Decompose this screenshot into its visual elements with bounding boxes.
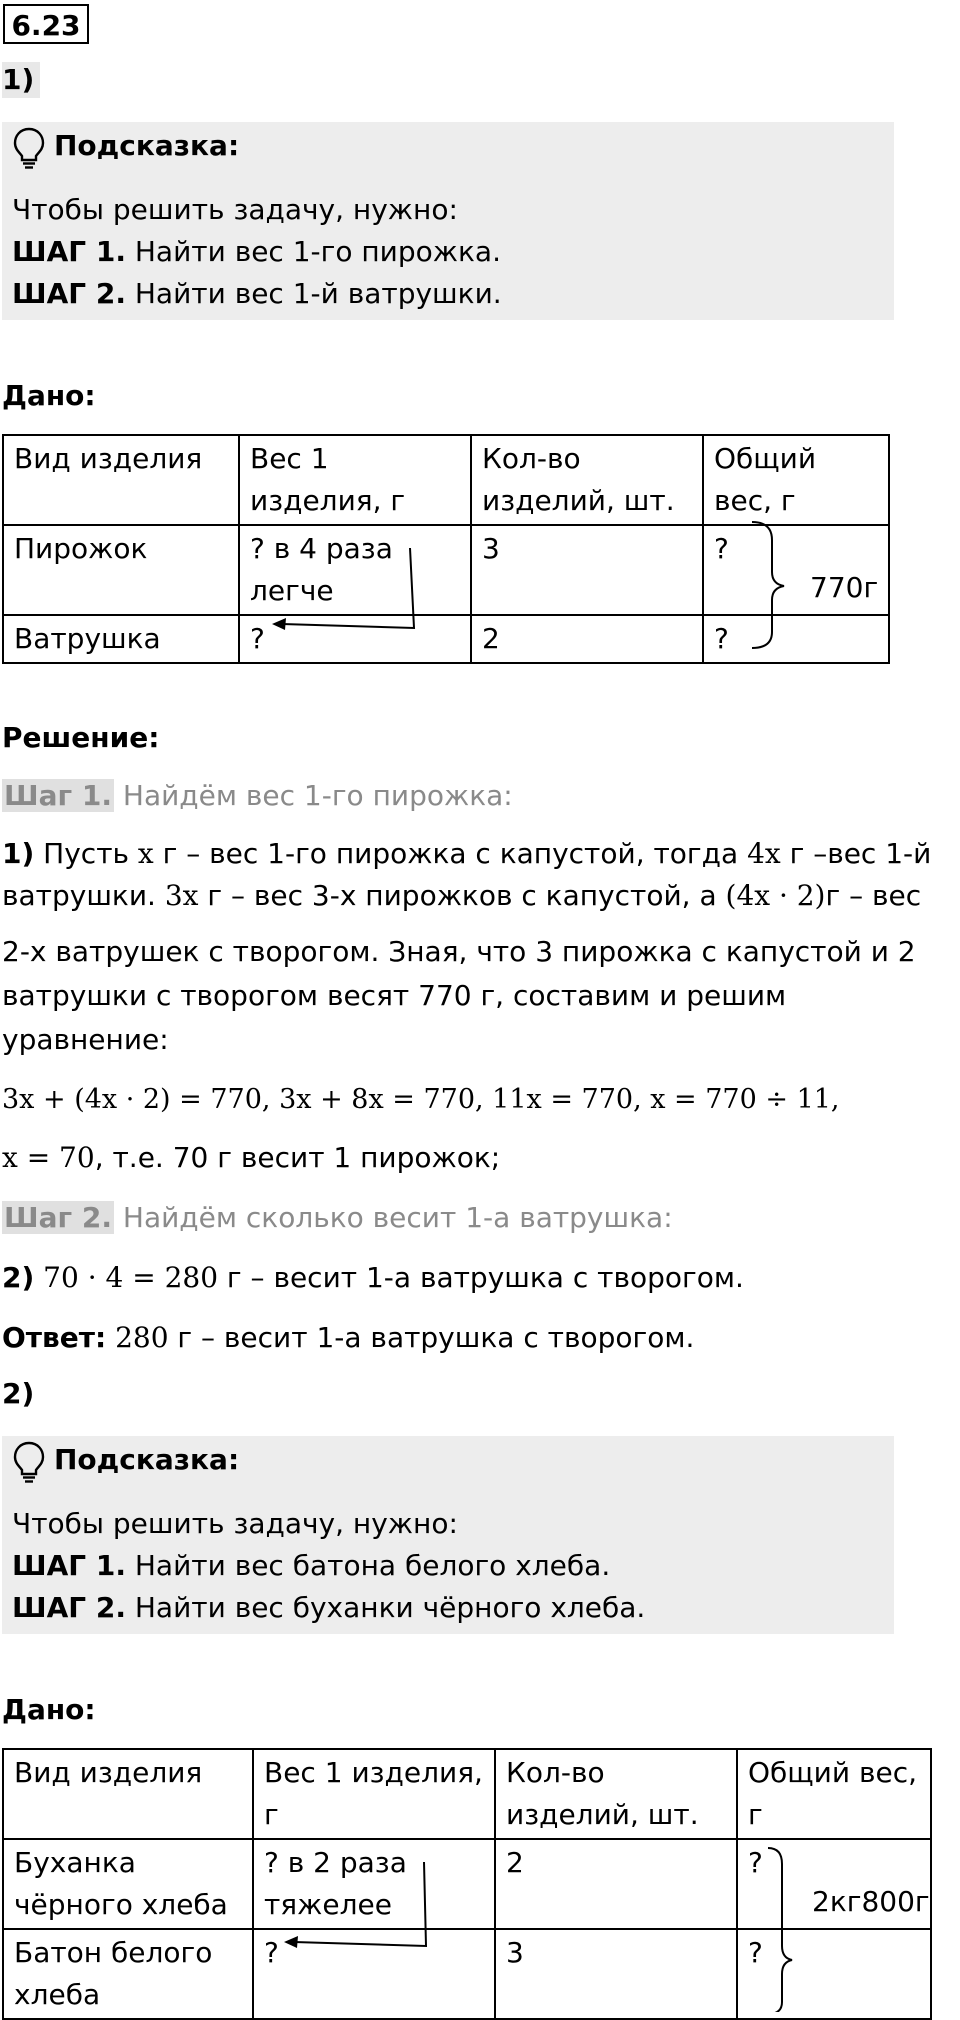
exercise-number: 6.23 xyxy=(3,4,89,44)
text: г – весит 1-а ватрушка с творогом. xyxy=(168,1321,695,1354)
step1-label: Шаг 1. xyxy=(4,779,112,812)
math: 280 xyxy=(106,1321,169,1354)
part2-label: 2) xyxy=(2,1377,35,1410)
lightbulb-icon xyxy=(12,1440,46,1484)
hint-intro: Чтобы решить задачу, нужно: xyxy=(12,193,458,226)
sum-brace xyxy=(752,522,784,648)
table-cell: Пирожок xyxy=(3,525,239,615)
solution-line-6 xyxy=(2,1258,744,1298)
table-header-cell: Вес 1 изделия, г xyxy=(253,1749,495,1839)
text: г – весит 1-а ватрушка с творогом. xyxy=(218,1261,744,1294)
step1-text: Найдём вес 1-го пирожка: xyxy=(113,779,513,812)
hint-step2 xyxy=(12,1588,645,1628)
text: Пусть xyxy=(34,837,138,870)
answer-label: Ответ: xyxy=(2,1321,107,1354)
equation-line-1: 3x + (4x · 2) = 770, 3x + 8x = 770, 11x = 770, x = 770 ÷ 11, xyxy=(2,1084,840,1115)
text: г – вес xyxy=(825,879,922,912)
part2-total-sum: 2кг800г xyxy=(812,1885,930,1918)
hint-step1-label: ШАГ 1. xyxy=(12,235,126,268)
arrow-head xyxy=(284,1936,298,1948)
solution-line-5: уравнение: xyxy=(2,1023,169,1056)
solution-label: Решение: xyxy=(2,721,160,754)
sol2-number: 2) xyxy=(2,1261,35,1294)
table-header-cell: Вид изделия xyxy=(3,1749,253,1839)
table-header-cell: Кол-во изделий, шт. xyxy=(471,435,703,525)
table-cell: 2 xyxy=(471,615,703,663)
part2-table-annotations xyxy=(0,1700,960,2012)
table-cell: ? xyxy=(737,1839,931,1929)
hint-heading: Подсказка: xyxy=(54,129,240,162)
math: 4x xyxy=(747,837,781,870)
hint-step1-label: ШАГ 1. xyxy=(12,1549,126,1582)
solution-line-2 xyxy=(2,876,921,916)
hint-heading: Подсказка: xyxy=(54,1443,240,1476)
sum-brace xyxy=(768,1848,792,2012)
arrow-head xyxy=(272,618,286,630)
table-cell: Батон белого хлеба xyxy=(3,1929,253,2019)
table-header-cell: Вид изделия xyxy=(3,435,239,525)
table-header-cell: Общий вес, г xyxy=(703,435,889,525)
table-cell: 3 xyxy=(495,1929,737,2019)
text: г – вес 1-го пирожка с капустой, тогда xyxy=(153,837,748,870)
part1-total-sum: 770г xyxy=(810,571,879,604)
part1-label: 1) xyxy=(2,62,40,98)
math: x = 70 xyxy=(2,1141,95,1174)
text: , т.е. 70 г весит 1 пирожок; xyxy=(94,1141,501,1174)
hint-intro: Чтобы решить задачу, нужно: xyxy=(12,1507,458,1540)
solution-step1 xyxy=(2,776,513,816)
relation-arrow xyxy=(282,548,414,628)
hint-step2-text: Найти вес 1-й ватрушки. xyxy=(125,277,502,310)
table-cell: 3 xyxy=(471,525,703,615)
text: г –вес 1-й xyxy=(780,837,932,870)
table-cell: 2 xyxy=(495,1839,737,1929)
table-cell: ? xyxy=(253,1929,495,2019)
part1-given-label: Дано: xyxy=(2,379,96,412)
solution-line-4: ватрушки с творогом весят 770 г, составим и решим xyxy=(2,979,787,1012)
hint-step1-text: Найти вес батона белого хлеба. xyxy=(125,1549,611,1582)
hint-step2-label: ШАГ 2. xyxy=(12,1591,126,1624)
step2-text: Найдём сколько весит 1-а ватрушка: xyxy=(113,1201,673,1234)
math: 70 · 4 = 280 xyxy=(34,1261,219,1294)
solution-line-1 xyxy=(2,834,931,874)
step2-label: Шаг 2. xyxy=(4,1201,112,1234)
math: x xyxy=(137,837,154,870)
math: (4x · 2) xyxy=(725,879,826,912)
table-cell: ? xyxy=(737,1929,931,2019)
solution-step2 xyxy=(2,1198,673,1238)
text: г – вес 3-х пирожков с капустой, а xyxy=(198,879,726,912)
relation-arrow xyxy=(294,1862,426,1946)
table-cell: ? в 4 раза легче xyxy=(239,525,471,615)
table-cell: Буханка чёрного хлеба xyxy=(3,1839,253,1929)
text: ватрушки. xyxy=(2,879,165,912)
sol1-number: 1) xyxy=(2,837,35,870)
table-cell: ? xyxy=(703,525,889,615)
hint-step1-text: Найти вес 1-го пирожка. xyxy=(125,235,501,268)
table-cell: ? xyxy=(239,615,471,663)
table-cell: Ватрушка xyxy=(3,615,239,663)
answer-line xyxy=(2,1318,694,1358)
table-header-cell: Кол-во изделий, шт. xyxy=(495,1749,737,1839)
solution-line-3: 2-х ватрушек с творогом. Зная, что 3 пирожка с капустой и 2 xyxy=(2,935,916,968)
part2-hint-box xyxy=(2,1436,894,1634)
table-cell: ? xyxy=(703,615,889,663)
hint-step2-label: ШАГ 2. xyxy=(12,277,126,310)
hint-step2-text: Найти вес буханки чёрного хлеба. xyxy=(125,1591,646,1624)
equation-line-2 xyxy=(2,1138,500,1178)
table-cell: ? в 2 раза тяжелее xyxy=(253,1839,495,1929)
table-header-cell: Вес 1 изделия, г xyxy=(239,435,471,525)
table-header-cell: Общий вес, г xyxy=(737,1749,931,1839)
hint-step1 xyxy=(12,1546,610,1586)
math: 3x xyxy=(164,879,199,912)
part2-given-label: Дано: xyxy=(2,1693,96,1726)
